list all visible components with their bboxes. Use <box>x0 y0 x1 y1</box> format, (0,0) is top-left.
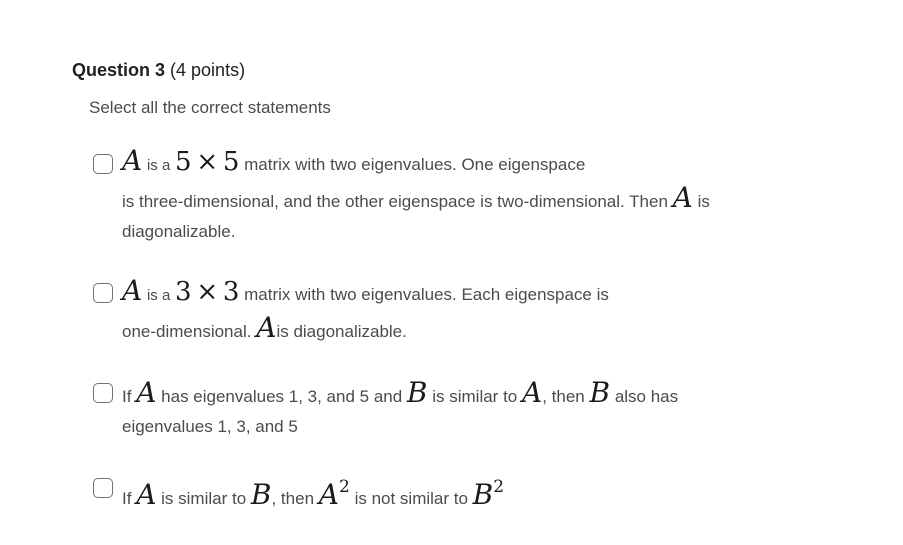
option-2-text <box>122 274 792 347</box>
option-text: also has <box>614 387 679 406</box>
math-symbol: B <box>406 376 428 409</box>
option-1-checkbox[interactable] <box>93 154 113 174</box>
option-text: If <box>122 489 132 508</box>
option-4-checkbox[interactable] <box>93 478 113 498</box>
option-text: is similar to <box>161 489 247 508</box>
math-exponent: 2 <box>339 477 350 497</box>
question-points: (4 points) <box>170 60 246 80</box>
math-symbol: A <box>672 181 693 214</box>
math-symbol: A <box>521 376 543 409</box>
option-1-line-2 <box>122 181 792 217</box>
math-symbol: B <box>589 376 611 409</box>
option-text: matrix with two eigenvalues. Each eigenspace is <box>244 285 609 304</box>
math-symbol: A <box>122 274 143 307</box>
math-symbol: B <box>250 478 272 511</box>
option-2-line-2 <box>122 311 792 347</box>
math-symbol: A <box>136 478 157 511</box>
math-number: 3 <box>222 277 240 307</box>
option-1-text <box>122 144 792 247</box>
option-4-text <box>122 479 792 514</box>
option-2-line-1 <box>122 274 792 311</box>
option-3-line-2 <box>122 412 792 442</box>
option-text: is a <box>146 157 171 174</box>
option-3-text <box>122 376 792 442</box>
option-2-checkbox[interactable] <box>93 283 113 303</box>
math-symbol: A <box>136 376 157 409</box>
question-header <box>72 60 245 81</box>
option-text: is <box>697 192 710 211</box>
option-text: one-dimensional. <box>122 322 252 341</box>
option-1-line-1 <box>122 144 792 181</box>
question-prompt: Select all the correct statements <box>89 98 331 117</box>
option-text: If <box>122 387 132 406</box>
option-4-line-1 <box>122 479 792 514</box>
math-symbol: A <box>256 311 277 344</box>
option-3-checkbox[interactable] <box>93 383 113 403</box>
option-text: is similar to <box>432 387 518 406</box>
math-number: 3 <box>175 277 192 307</box>
option-text: is a <box>146 287 171 304</box>
option-text: is three-dimensional, and the other eigenspace is two-dimensional. Then <box>122 192 668 211</box>
option-text: is not similar to <box>354 489 468 508</box>
option-text: has eigenvalues 1, 3, and 5 and <box>161 387 403 406</box>
math-exponent: 2 <box>493 477 505 497</box>
option-text: is diagonalizable. <box>276 322 407 341</box>
option-1-line-3 <box>122 217 792 247</box>
times-symbol: × <box>196 277 219 307</box>
math-symbol: A <box>318 478 339 511</box>
option-text: eigenvalues 1, 3, and 5 <box>122 417 298 436</box>
times-symbol: × <box>196 147 219 177</box>
option-3-line-1 <box>122 376 792 412</box>
option-text: , then <box>542 387 585 406</box>
math-number: 5 <box>175 147 192 177</box>
math-number: 5 <box>222 147 240 177</box>
option-text: , then <box>271 489 315 508</box>
option-text: matrix with two eigenvalues. One eigenspace <box>244 155 586 174</box>
option-text: diagonalizable. <box>122 222 236 241</box>
math-symbol: A <box>122 144 143 177</box>
question-title: Question 3 <box>72 60 166 80</box>
math-symbol: B <box>472 478 494 511</box>
